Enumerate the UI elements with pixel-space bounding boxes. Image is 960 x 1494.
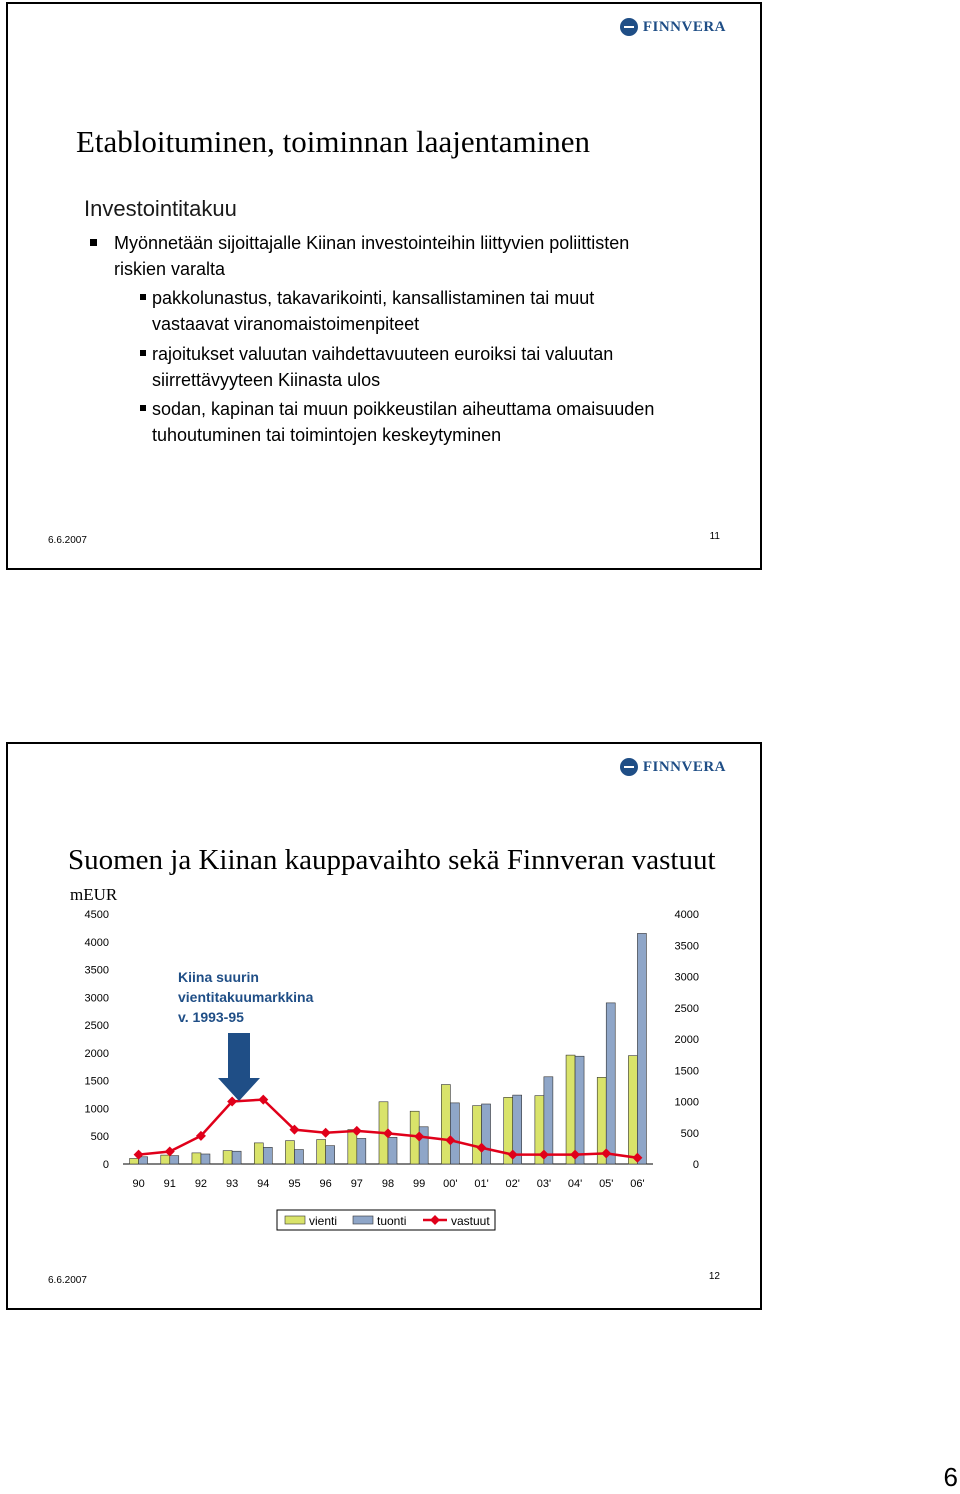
x-tick-label: 92 — [194, 1178, 208, 1190]
bullet-square-icon — [140, 350, 146, 356]
logo-text: FINNVERA — [642, 18, 726, 35]
y-tick-label: 1000 — [84, 1103, 109, 1116]
y2-tick-label: 2000 — [674, 1034, 699, 1046]
bar-vienti — [628, 1056, 637, 1164]
y-tick-label: 0 — [102, 1159, 109, 1171]
finnvera-logo — [620, 18, 726, 36]
y2-tick-label: 4000 — [674, 909, 699, 921]
unit-label: mEUR — [70, 885, 118, 904]
y2-tick-label: 1000 — [674, 1096, 699, 1109]
x-tick-label: 97 — [350, 1178, 363, 1190]
bar-tuonti — [575, 1056, 584, 1164]
subbullet-text: rajoitukset valuutan vaihdettavuuteen euroiksi tai valuutan siirrettävyyteen Kiinasta ulos — [152, 344, 614, 390]
annotation-arrow-head — [218, 1078, 260, 1101]
bar-vienti — [161, 1155, 170, 1164]
bar-vienti — [223, 1151, 232, 1164]
bar-tuonti — [294, 1150, 303, 1164]
y-tick-label: 3000 — [84, 992, 109, 1005]
slide-number: 12 — [708, 1271, 720, 1282]
y-tick-label: 4500 — [84, 909, 109, 921]
bar-vienti — [254, 1143, 263, 1164]
annotation-arrow-shaft — [228, 1033, 250, 1078]
subbullet-text: pakkolunastus, takavarikointi, kansallistaminen tai muut vastaavat viranomaistoimenpiteet — [152, 288, 595, 334]
slide-date: 6.6.2007 — [48, 1275, 87, 1286]
annotation-text: v. 1993-95 — [178, 1009, 244, 1025]
x-tick-label: 99 — [413, 1178, 426, 1190]
y-tick-label: 4000 — [84, 936, 109, 949]
bar-tuonti — [637, 933, 646, 1164]
bar-tuonti — [544, 1077, 553, 1164]
subbullet-text: sodan, kapinan tai muun poikkeustilan aiheuttama omaisuuden tuhoutuminen tai toimintojen keskeytyminen — [152, 399, 655, 445]
y-tick-label: 2500 — [84, 1020, 109, 1033]
point-vastuut — [321, 1128, 331, 1138]
finnvera-logo-icon — [620, 18, 638, 36]
bar-tuonti — [482, 1104, 491, 1164]
x-tick-label: 96 — [319, 1178, 332, 1190]
bar-tuonti — [388, 1137, 397, 1164]
slide-number: 11 — [709, 531, 720, 542]
bar-vienti — [192, 1153, 201, 1164]
bar-tuonti — [606, 1003, 615, 1164]
subbullet-item — [138, 396, 658, 448]
slide-12 — [6, 742, 762, 1310]
legend-swatch-vienti — [285, 1216, 305, 1224]
x-tick-label: 06' — [630, 1178, 645, 1190]
y2-tick-label: 500 — [680, 1127, 699, 1140]
slide-title: Etabloituminen, toiminnan laajentaminen — [76, 124, 590, 159]
bar-tuonti — [326, 1146, 335, 1164]
x-tick-label: 94 — [257, 1178, 270, 1190]
x-tick-label: 95 — [288, 1178, 301, 1190]
bar-tuonti — [419, 1127, 428, 1164]
slide-11 — [6, 2, 762, 570]
slide-date: 6.6.2007 — [48, 535, 87, 546]
subbullet-item — [138, 341, 658, 393]
x-tick-label: 02' — [505, 1178, 520, 1190]
annotation-text: Kiina suurin — [178, 969, 259, 985]
logo-text: FINNVERA — [642, 758, 726, 775]
x-tick-label: 04' — [567, 1178, 583, 1190]
bar-vienti — [317, 1140, 326, 1164]
legend-swatch-tuonti — [353, 1216, 373, 1224]
bar-tuonti — [357, 1138, 366, 1164]
bar-tuonti — [170, 1156, 179, 1164]
bar-vienti — [130, 1158, 139, 1164]
bar-vienti — [473, 1106, 482, 1164]
legend-label: vienti — [309, 1214, 338, 1228]
bar-tuonti — [263, 1147, 272, 1164]
y-tick-label: 3500 — [84, 964, 109, 977]
bullet-square-icon — [140, 405, 146, 411]
slide-title: Suomen ja Kiinan kauppavaihto sekä Finnveran vastuut — [68, 844, 716, 876]
trade-chart — [8, 744, 760, 1308]
x-tick-label: 93 — [225, 1178, 239, 1190]
x-tick-label: 01' — [474, 1178, 489, 1190]
x-tick-label: 91 — [163, 1178, 176, 1190]
bar-tuonti — [232, 1151, 241, 1164]
y-tick-label: 2000 — [84, 1047, 109, 1060]
slide-subtitle: Investointitakuu — [84, 196, 237, 221]
bar-vienti — [348, 1130, 357, 1164]
annotation-text: vientitakuumarkkina — [178, 989, 314, 1005]
bar-vienti — [566, 1055, 575, 1164]
subbullet-item — [138, 285, 658, 337]
x-tick-label: 05' — [599, 1178, 614, 1190]
bar-tuonti — [201, 1154, 210, 1164]
bar-vienti — [441, 1085, 450, 1164]
legend-label: vastuut — [451, 1214, 490, 1228]
y-tick-label: 1500 — [84, 1075, 109, 1088]
y2-tick-label: 3000 — [674, 971, 699, 984]
bullet-text: Myönnetään sijoittajalle Kiinan investointeihin liittyvien poliittisten riskien varalta — [114, 233, 630, 279]
y2-tick-label: 0 — [692, 1159, 699, 1171]
legend-label: tuonti — [377, 1214, 407, 1228]
page-number: 6 — [943, 1462, 958, 1492]
bar-vienti — [285, 1141, 294, 1164]
y2-tick-label: 2500 — [674, 1002, 699, 1015]
x-tick-label: 90 — [132, 1178, 145, 1190]
y2-tick-label: 1500 — [674, 1065, 699, 1078]
bullet-item — [84, 230, 684, 282]
bullet-square-icon — [140, 294, 146, 300]
bar-tuonti — [450, 1103, 459, 1164]
x-tick-label: 98 — [381, 1178, 395, 1190]
x-tick-label: 00' — [443, 1178, 458, 1190]
y-tick-label: 500 — [90, 1131, 109, 1144]
x-tick-label: 03' — [536, 1178, 552, 1190]
y2-tick-label: 3500 — [674, 940, 699, 953]
bullet-square-icon — [90, 239, 97, 246]
